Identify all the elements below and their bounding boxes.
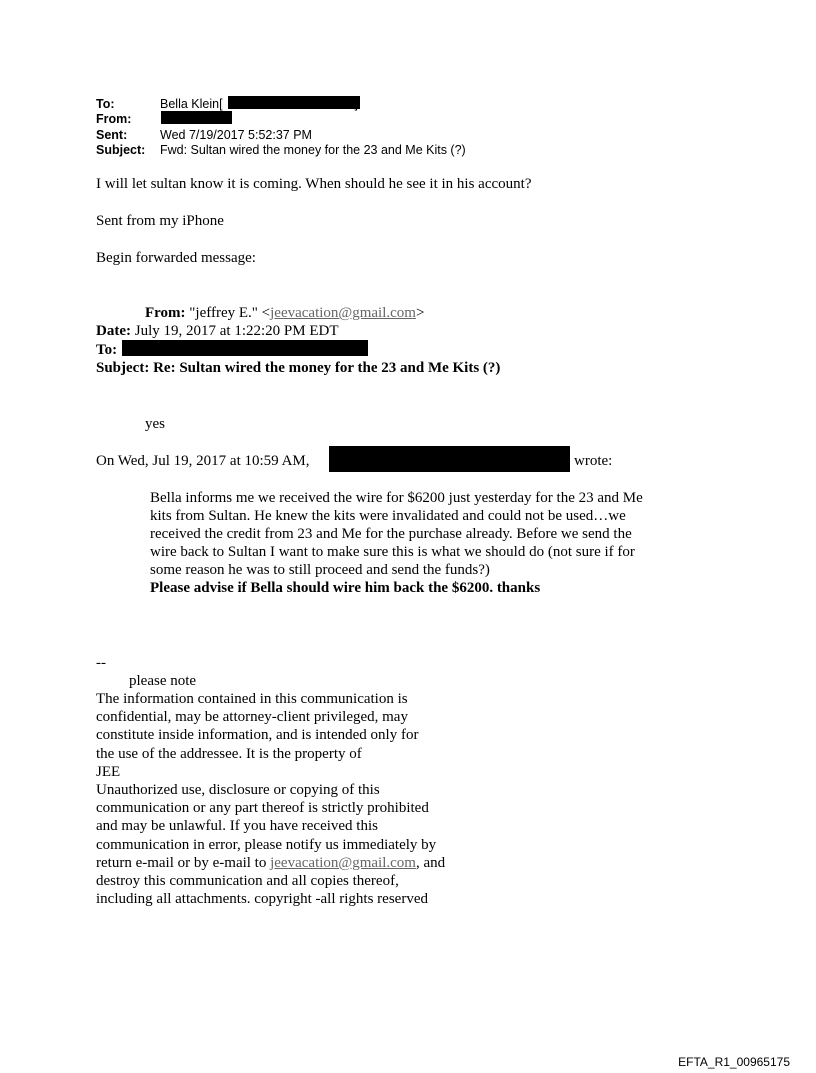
fwd-date-label: Date: xyxy=(96,323,131,339)
disclaimer-line: and may be unlawful. If you have received this xyxy=(96,818,378,835)
return-prefix: return e-mail or by e-mail to xyxy=(96,854,271,871)
fwd-subject-label: Subject: xyxy=(96,360,150,376)
disclaimer-line: communication or any part thereof is strictly prohibited xyxy=(96,800,429,817)
fwd-to-label: To: xyxy=(96,342,118,358)
disclaimer-line: communication in error, please notify us immediately by xyxy=(96,836,437,853)
subject-value: Fwd: Sultan wired the money for the 23 and Me Kits (?) xyxy=(160,143,466,157)
disclaimer-line: confidential, may be attorney-client privileged, may xyxy=(96,709,408,726)
fwd-from-name: "jeffrey E." < xyxy=(189,305,271,321)
forward-intro: Begin forwarded message: xyxy=(96,250,256,266)
quoted-line-5: some reason he was to still proceed and send the funds?) xyxy=(150,562,490,578)
fwd-reply-text: yes xyxy=(145,416,165,432)
disclaimer-return-line xyxy=(96,854,445,872)
disclaimer-line: JEE xyxy=(96,763,121,780)
from-label: From: xyxy=(96,112,132,126)
sent-label: Sent: xyxy=(96,128,128,142)
disclaimer-line: Unauthorized use, disclosure or copying of this xyxy=(96,782,380,799)
fwd-date-line xyxy=(96,322,339,340)
quote-intro-prefix: On Wed, Jul 19, 2017 at 10:59 AM, xyxy=(96,453,310,469)
reply-message: I will let sultan know it is coming. When should he see it in his account? xyxy=(96,176,532,192)
disclaimer-line: including all attachments. copyright -all rights reserved xyxy=(96,891,428,908)
signature-separator: -- xyxy=(96,655,106,671)
quoted-bold-request: Please advise if Bella should wire him back the $6200. thanks xyxy=(150,580,541,596)
redaction-from xyxy=(161,111,232,124)
disclaimer-note: please note xyxy=(129,673,197,689)
sent-value: Wed 7/19/2017 5:52:37 PM xyxy=(160,128,312,142)
return-email-link[interactable]: jeevacation@gmail.com xyxy=(270,854,416,871)
fwd-from-label: From: xyxy=(145,305,186,321)
disclaimer-block xyxy=(96,690,445,908)
redaction-to-email xyxy=(228,96,360,109)
sent-from-signature: Sent from my iPhone xyxy=(96,213,224,229)
quoted-line-4: wire back to Sultan I want to make sure this is what we should do (not sure if for xyxy=(150,544,635,560)
fwd-date-value: July 19, 2017 at 1:22:20 PM EDT xyxy=(134,323,339,339)
disclaimer-line: destroy this communication and all copies thereof, xyxy=(96,873,399,890)
quoted-line-2: kits from Sultan. He knew the kits were invalidated and could not be used…we xyxy=(150,508,626,524)
fwd-subject-value: Re: Sultan wired the money for the 23 and Me Kits (?) xyxy=(153,360,501,376)
quoted-line-1: Bella informs me we received the wire for $6200 just yesterday for the 23 and Me xyxy=(150,490,643,506)
return-suffix: , and xyxy=(415,854,446,871)
subject-label: Subject: xyxy=(96,143,146,157)
fwd-subject-line xyxy=(96,359,500,377)
fwd-from-email-link[interactable]: jeevacation@gmail.com xyxy=(270,305,416,321)
quote-intro-suffix: wrote: xyxy=(574,453,613,469)
disclaimer-line: The information contained in this communication is xyxy=(96,691,408,707)
disclaimer-line: the use of the addressee. It is the property of xyxy=(96,745,362,762)
redaction-fwd-to xyxy=(122,340,368,356)
redaction-quote-sender xyxy=(329,446,570,472)
bates-number: EFTA_R1_00965175 xyxy=(678,1055,790,1069)
to-label: To: xyxy=(96,97,115,111)
disclaimer-line: constitute inside information, and is intended only for xyxy=(96,727,419,744)
to-name: Bella Klein[ xyxy=(160,97,223,111)
fwd-from-close: > xyxy=(415,305,425,321)
fwd-from-line xyxy=(145,304,424,322)
quoted-line-3: received the credit from 23 and Me for the purchase already. Before we send the xyxy=(150,526,632,542)
